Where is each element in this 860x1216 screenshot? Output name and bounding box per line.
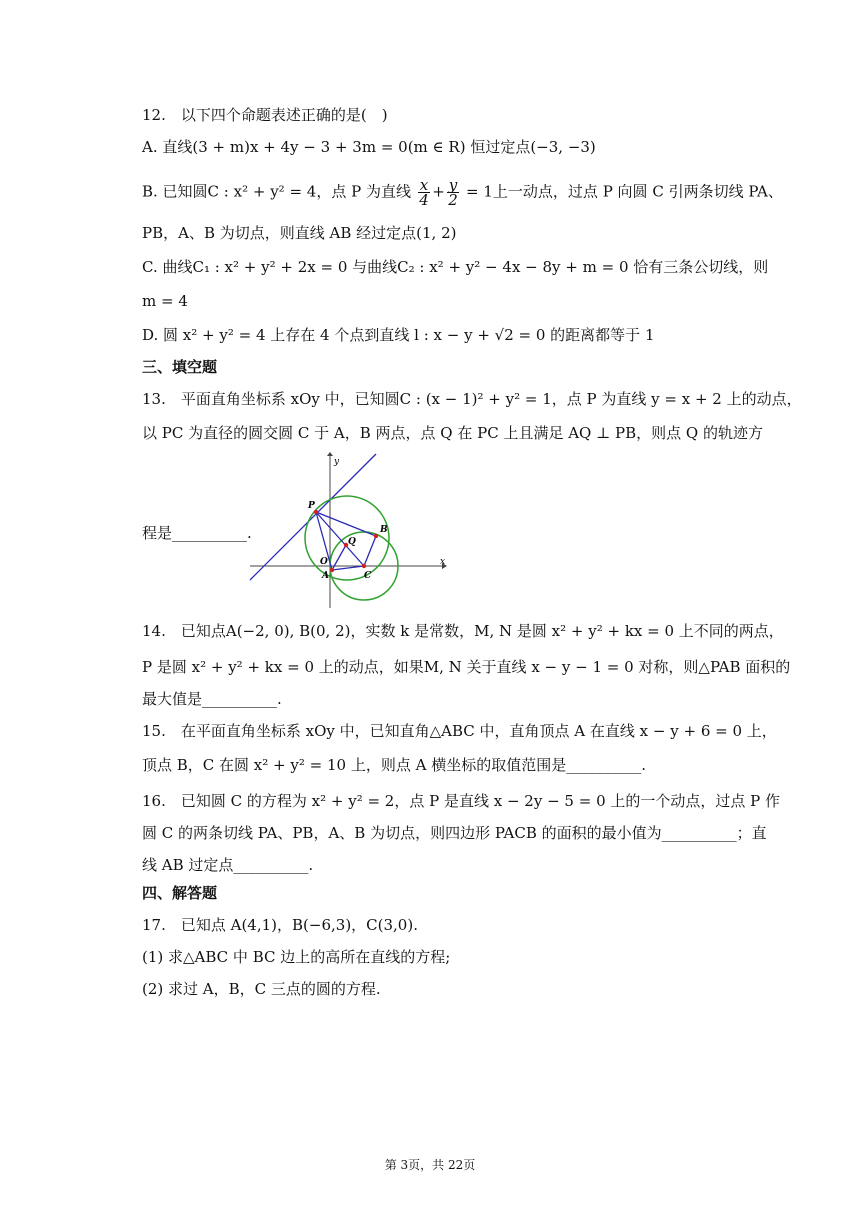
point-c: [362, 564, 366, 568]
q12-option-d: D. 圆 x² + y² = 4 上存在 4 个点到直线 l : x − y + √2 = 0 的距离都等于 1: [142, 326, 655, 344]
point-b: [374, 534, 378, 538]
y-axis-arrow: [327, 452, 333, 456]
q12-option-b-text-b: = 1上一动点，过点 P 向圆 C 引两条切线 PA、: [461, 182, 783, 201]
section-fill-in-heading: 三、填空题: [142, 358, 218, 376]
x-axis-label: x: [440, 557, 446, 567]
q12-option-a: A. 直线(3 + m)x + 4y − 3 + 3m = 0(m ∈ R) 恒过定点(−3, −3): [142, 138, 596, 156]
page-footer: 第 3页，共 22页: [384, 1158, 476, 1172]
q14-line3: 最大值是__________.: [142, 690, 282, 708]
q17-part1: (1) 求△ABC 中 BC 边上的高所在直线的方程;: [142, 948, 451, 966]
q12-option-b-line1: B. 已知圆C : x² + y² = 4，点 P 为直线 $\frac{x}{4}$ + $\frac{y}{2}$ = 1上一动点，过点 P 向圆 C 引两条切线 PA、: [142, 176, 783, 209]
label-b: B: [380, 525, 388, 535]
q12-stem: 12. 以下四个命题表述正确的是( ): [142, 106, 388, 124]
q16-line3: 线 AB 过定点__________.: [142, 856, 314, 874]
q14-line2: P 是圆 x² + y² + kx = 0 上的动点，如果M, N 关于直线 x − y − 1 = 0 对称，则△PAB 面积的: [142, 658, 791, 676]
segment-pb: [316, 512, 376, 536]
label-c: C: [364, 571, 372, 581]
q12-option-b-text-a: B. 已知圆C : x² + y² = 4，点 P 为直线: [142, 182, 411, 201]
label-p: P: [308, 501, 315, 511]
fraction-y-over-2: $\frac{y}{2}$: [448, 176, 458, 209]
q12-option-c-line2: m = 4: [142, 292, 188, 310]
q17-line1: 17. 已知点 A(4,1)，B(−6,3)，C(3,0).: [142, 916, 418, 934]
q17-part2: (2) 求过 A，B，C 三点的圆的方程.: [142, 980, 381, 998]
section-answer-heading: 四、解答题: [142, 884, 218, 902]
q14-line1: 14. 已知点A(−2, 0), B(0, 2)，实数 k 是常数，M, N 是圆 x² + y² + kx = 0 上不同的两点，: [142, 622, 784, 640]
segment-ac: [332, 566, 364, 570]
q12-option-b-line2: PB，A、B 为切点，则直线 AB 经过定点(1, 2): [142, 224, 457, 242]
label-q: Q: [348, 537, 356, 547]
q13-line2: 以 PC 为直径的圆交圆 C 于 A，B 两点，点 Q 在 PC 上且满足 AQ ⊥ PB，则点 Q 的轨迹方: [142, 424, 763, 442]
point-a: [330, 568, 334, 572]
q12-option-c-line1: C. 曲线C₁ : x² + y² + 2x = 0 与曲线C₂ : x² + y² − 4x − 8y + m = 0 恰有三条公切线，则: [142, 258, 769, 276]
line-y-x-plus-2: [250, 454, 376, 580]
q16-line2: 圆 C 的两条切线 PA、PB，A、B 为切点，则四边形 PACB 的面积的最小值为__________；直: [142, 824, 767, 842]
q16-line1: 16. 已知圆 C 的方程为 x² + y² = 2，点 P 是直线 x − 2y − 5 = 0 上的一个动点，过点 P 作: [142, 792, 781, 810]
q13-circle-figure: [246, 452, 448, 610]
q13-line1: 13. 平面直角坐标系 xOy 中，已知圆C : (x − 1)² + y² = 1，点 P 为直线 y = x + 2 上的动点，: [142, 390, 802, 408]
y-axis-label: y: [334, 457, 340, 467]
fraction-x-over-4: $\frac{x}{4}$: [419, 176, 429, 209]
label-a: A: [322, 571, 329, 581]
q15-line1: 15. 在平面直角坐标系 xOy 中，已知直角△ABC 中，直角顶点 A 在直线 x − y + 6 = 0 上，: [142, 722, 777, 740]
label-o: O: [320, 557, 328, 567]
q15-line2: 顶点 B，C 在圆 x² + y² = 10 上，则点 A 横坐标的取值范围是__________.: [142, 756, 646, 774]
q13-line3: 程是__________.: [142, 524, 252, 542]
segment-cb: [364, 536, 376, 566]
